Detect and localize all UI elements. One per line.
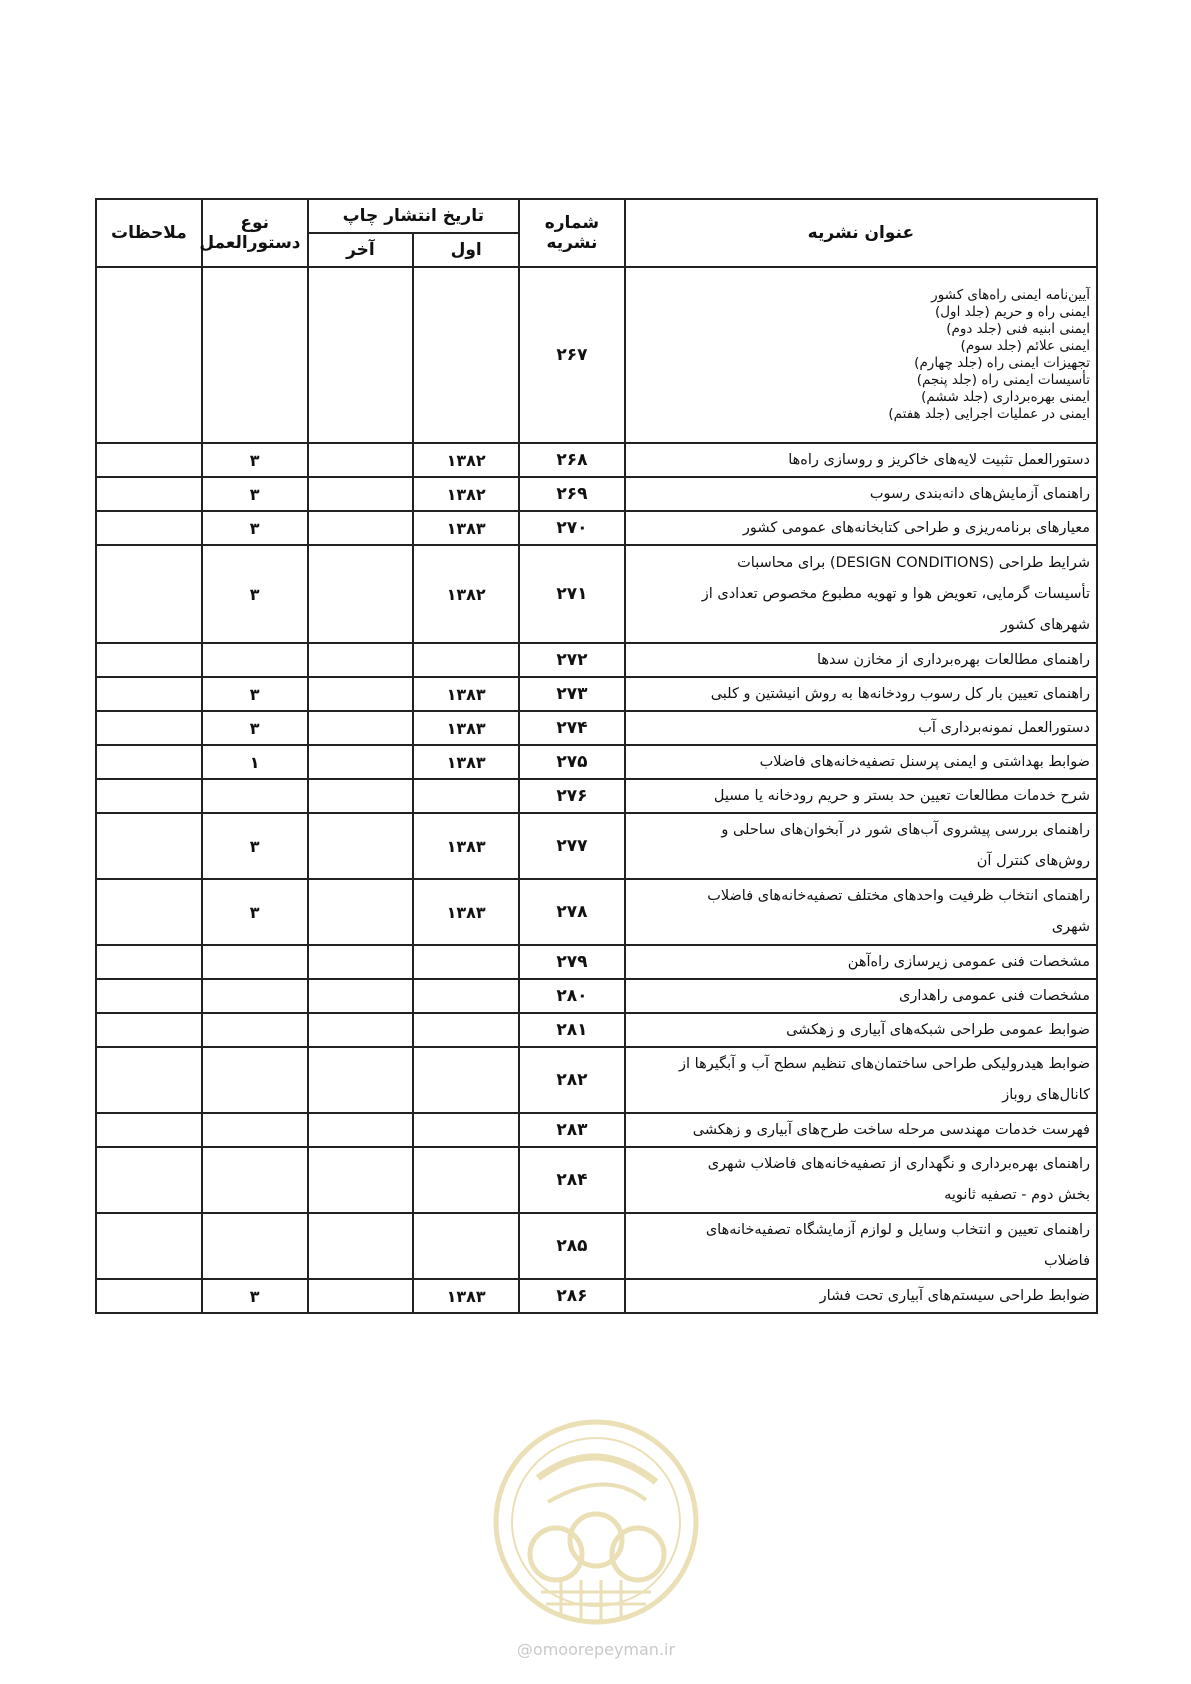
instruction-type: ۳ — [202, 677, 308, 711]
publication-number: ۲۷۳ — [519, 677, 625, 711]
last-print-year — [308, 745, 414, 779]
title-line: فاضلاب — [1044, 1253, 1090, 1269]
header-type-line2: دستورالعمل — [199, 233, 301, 253]
table-row — [96, 1213, 1097, 1279]
last-print-year — [308, 979, 414, 1013]
first-print-year — [413, 1147, 519, 1213]
publication-title — [625, 711, 1097, 745]
publication-title — [625, 643, 1097, 677]
title-line: معیارهای برنامه‌ریزی و طراحی کتابخانه‌های عمومی کشور — [742, 519, 1090, 536]
notes-cell — [96, 1213, 202, 1279]
publication-title — [625, 1279, 1097, 1313]
notes-cell — [96, 979, 202, 1013]
first-print-year: ۱۳۸۳ — [413, 813, 519, 879]
last-print-year — [308, 879, 414, 945]
first-print-year: ۱۳۸۳ — [413, 711, 519, 745]
notes-cell — [96, 745, 202, 779]
instruction-type: ۳ — [202, 545, 308, 643]
publication-title — [625, 1113, 1097, 1147]
publication-number: ۲۸۱ — [519, 1013, 625, 1047]
publication-number: ۲۸۶ — [519, 1279, 625, 1313]
publication-number: ۲۸۲ — [519, 1047, 625, 1113]
title-line: ایمنی علائم (جلد سوم) — [960, 338, 1090, 354]
title-line: ضوابط بهداشتی و ایمنی پرسنل تصفیه‌خانه‌های فاضلاب — [759, 753, 1090, 770]
instruction-type: ۳ — [202, 1279, 308, 1313]
publication-number: ۲۷۶ — [519, 779, 625, 813]
title-line: بخش دوم - تصفیه ثانویه — [944, 1187, 1090, 1203]
notes-cell — [96, 643, 202, 677]
instruction-type: ۳ — [202, 711, 308, 745]
publication-title — [625, 1047, 1097, 1113]
last-print-year — [308, 711, 414, 745]
publication-title — [625, 267, 1097, 443]
publication-number: ۲۸۰ — [519, 979, 625, 1013]
table-row — [96, 711, 1097, 745]
notes-cell — [96, 1047, 202, 1113]
instruction-type — [202, 1047, 308, 1113]
last-print-year — [308, 511, 414, 545]
title-line: شرح خدمات مطالعات تعیین حد بستر و حریم رودخانه یا مسیل — [713, 787, 1090, 804]
header-title: عنوان نشریه — [625, 199, 1097, 267]
table-row — [96, 677, 1097, 711]
publication-number: ۲۷۱ — [519, 545, 625, 643]
notes-cell — [96, 511, 202, 545]
title-line: فهرست خدمات مهندسی مرحله ساخت طرح‌های آبیاری و زهکشی — [692, 1121, 1090, 1138]
publication-number: ۲۷۹ — [519, 945, 625, 979]
title-line: راهنمای تعیین و انتخاب وسایل و لوازم آزمایشگاه تصفیه‌خانه‌های — [705, 1222, 1090, 1238]
first-print-year: ۱۳۸۳ — [413, 511, 519, 545]
publication-title — [625, 477, 1097, 511]
first-print-year — [413, 1013, 519, 1047]
title-line: ضوابط عمومی طراحی شبکه‌های آبیاری و زهکشی — [786, 1021, 1090, 1038]
publication-number: ۲۷۰ — [519, 511, 625, 545]
table-row — [96, 1013, 1097, 1047]
table-row — [96, 779, 1097, 813]
publication-title — [625, 677, 1097, 711]
publication-number: ۲۷۷ — [519, 813, 625, 879]
last-print-year — [308, 1147, 414, 1213]
watermark-logo — [486, 1412, 706, 1632]
last-print-year — [308, 545, 414, 643]
instruction-type: ۳ — [202, 443, 308, 477]
publication-number: ۲۶۹ — [519, 477, 625, 511]
header-number-line1: شماره — [544, 213, 600, 233]
notes-cell — [96, 1147, 202, 1213]
title-line: کانال‌های روباز — [1002, 1087, 1090, 1103]
title-line: راهنمای آزمایش‌های دانه‌بندی رسوب — [869, 485, 1090, 502]
watermark-site: @omoorepeyman.ir — [516, 1640, 676, 1659]
table-row — [96, 511, 1097, 545]
header-date-last: آخر — [308, 233, 414, 267]
notes-cell — [96, 267, 202, 443]
first-print-year — [413, 945, 519, 979]
last-print-year — [308, 267, 414, 443]
title-line: آیین‌نامه ایمنی راه‌های کشور — [931, 287, 1090, 303]
instruction-type: ۳ — [202, 879, 308, 945]
title-line: تجهیزات ایمنی راه (جلد چهارم) — [914, 355, 1090, 371]
instruction-type — [202, 1113, 308, 1147]
notes-cell — [96, 1013, 202, 1047]
notes-cell — [96, 945, 202, 979]
title-line: روش‌های کنترل آن — [976, 853, 1090, 869]
table-row — [96, 813, 1097, 879]
first-print-year: ۱۳۸۳ — [413, 879, 519, 945]
publication-number: ۲۶۷ — [519, 267, 625, 443]
last-print-year — [308, 945, 414, 979]
title-line: ایمنی راه و حریم (جلد اول) — [934, 304, 1090, 320]
publication-title — [625, 511, 1097, 545]
notes-cell — [96, 711, 202, 745]
publication-title — [625, 813, 1097, 879]
header-date-group: تاریخ انتشار چاپ — [308, 199, 520, 233]
instruction-type: ۳ — [202, 813, 308, 879]
first-print-year — [413, 1213, 519, 1279]
header-type-line1: نوع — [240, 213, 269, 233]
publication-title — [625, 1013, 1097, 1047]
publication-number: ۲۸۳ — [519, 1113, 625, 1147]
title-line: راهنمای انتخاب ظرفیت واحدهای مختلف تصفیه‌خانه‌های فاضلاب — [707, 888, 1090, 904]
table-body — [96, 267, 1097, 1313]
last-print-year — [308, 1213, 414, 1279]
instruction-type — [202, 979, 308, 1013]
first-print-year — [413, 779, 519, 813]
table-row — [96, 1279, 1097, 1313]
notes-cell — [96, 677, 202, 711]
table-row — [96, 745, 1097, 779]
title-line: مشخصات فنی عمومی راهداری — [899, 987, 1090, 1004]
first-print-year: ۱۳۸۲ — [413, 545, 519, 643]
table-row — [96, 879, 1097, 945]
first-print-year — [413, 979, 519, 1013]
publication-title — [625, 745, 1097, 779]
first-print-year: ۱۳۸۲ — [413, 443, 519, 477]
publication-title — [625, 545, 1097, 643]
title-line: راهنمای مطالعات بهره‌برداری از مخازن سدها — [816, 651, 1090, 668]
notes-cell — [96, 879, 202, 945]
title-line: ایمنی بهره‌برداری (جلد ششم) — [921, 389, 1090, 405]
publication-number: ۲۷۸ — [519, 879, 625, 945]
notes-cell — [96, 779, 202, 813]
first-print-year: ۱۳۸۲ — [413, 477, 519, 511]
title-line: راهنمای تعیین بار کل رسوب رودخانه‌ها به روش انیشتین و کلبی — [710, 685, 1090, 702]
header-notes: ملاحظات — [96, 199, 202, 267]
title-line: ضوابط هیدرولیکی طراحی ساختمان‌های تنظیم سطح آب و آبگیرها از — [679, 1056, 1090, 1072]
first-print-year: ۱۳۸۳ — [413, 677, 519, 711]
table-row — [96, 1147, 1097, 1213]
first-print-year — [413, 1113, 519, 1147]
title-line: راهنمای بررسی پیشروی آب‌های شور در آبخوان‌های ساحلی و — [721, 822, 1090, 838]
publication-title — [625, 1147, 1097, 1213]
title-line: شهری — [1051, 919, 1090, 935]
last-print-year — [308, 779, 414, 813]
table-row — [96, 477, 1097, 511]
header-date-first: اول — [413, 233, 519, 267]
title-line: دستورالعمل تثبیت لایه‌های خاکریز و روسازی راه‌ها — [788, 451, 1090, 468]
publication-number: ۲۷۲ — [519, 643, 625, 677]
last-print-year — [308, 477, 414, 511]
table-header — [96, 199, 1097, 267]
instruction-type — [202, 1147, 308, 1213]
last-print-year — [308, 1113, 414, 1147]
instruction-type — [202, 267, 308, 443]
last-print-year — [308, 1013, 414, 1047]
title-line: تأسیسات گرمایی، تعویض هوا و تهویه مطبوع مخصوص تعدادی از — [701, 585, 1090, 602]
header-number — [519, 199, 625, 267]
notes-cell — [96, 1113, 202, 1147]
notes-cell — [96, 545, 202, 643]
publication-title — [625, 443, 1097, 477]
table-row — [96, 267, 1097, 443]
publication-number: ۲۸۴ — [519, 1147, 625, 1213]
last-print-year — [308, 1279, 414, 1313]
publication-number: ۲۷۵ — [519, 745, 625, 779]
table-row — [96, 979, 1097, 1013]
table-row — [96, 1047, 1097, 1113]
first-print-year: ۱۳۸۳ — [413, 745, 519, 779]
first-print-year — [413, 643, 519, 677]
header-number-line2: نشریه — [546, 233, 598, 253]
header-type — [199, 199, 308, 267]
last-print-year — [308, 813, 414, 879]
notes-cell — [96, 443, 202, 477]
title-line: راهنمای بهره‌برداری و نگهداری از تصفیه‌خانه‌های فاضلاب شهری — [707, 1156, 1090, 1172]
publication-title — [625, 779, 1097, 813]
title-line: تأسیسات ایمنی راه (جلد پنجم) — [916, 372, 1090, 388]
title-line: ایمنی ابنیه فنی (جلد دوم) — [946, 321, 1090, 337]
last-print-year — [308, 443, 414, 477]
publication-title — [625, 945, 1097, 979]
first-print-year — [413, 267, 519, 443]
first-print-year — [413, 1047, 519, 1113]
first-print-year: ۱۳۸۳ — [413, 1279, 519, 1313]
table-row — [96, 443, 1097, 477]
notes-cell — [96, 477, 202, 511]
instruction-type — [202, 1213, 308, 1279]
publication-title — [625, 1213, 1097, 1279]
publication-number: ۲۷۴ — [519, 711, 625, 745]
instruction-type — [202, 643, 308, 677]
title-line: ضوابط طراحی سیستم‌های آبیاری تحت فشار — [819, 1287, 1090, 1304]
publication-number: ۲۸۵ — [519, 1213, 625, 1279]
publication-title — [625, 879, 1097, 945]
instruction-type: ۱ — [202, 745, 308, 779]
table-row — [96, 545, 1097, 643]
title-line: مشخصات فنی عمومی زیرسازی راه‌آهن — [847, 953, 1090, 970]
last-print-year — [308, 677, 414, 711]
last-print-year — [308, 643, 414, 677]
instruction-type: ۳ — [202, 511, 308, 545]
publication-number: ۲۶۸ — [519, 443, 625, 477]
instruction-type: ۳ — [202, 477, 308, 511]
publications-table — [95, 198, 1098, 1314]
instruction-type — [202, 945, 308, 979]
table-row — [96, 1113, 1097, 1147]
table-row — [96, 945, 1097, 979]
instruction-type — [202, 1013, 308, 1047]
instruction-type — [202, 779, 308, 813]
last-print-year — [308, 1047, 414, 1113]
title-line: دستورالعمل نمونه‌برداری آب — [918, 719, 1090, 736]
notes-cell — [96, 1279, 202, 1313]
title-line: شرایط طراحی (DESIGN CONDITIONS) برای محاسبات — [737, 554, 1090, 571]
title-line: ایمنی در عملیات اجرایی (جلد هفتم) — [888, 406, 1090, 422]
title-line: شهرهای کشور — [1000, 616, 1090, 633]
publication-title — [625, 979, 1097, 1013]
table-row — [96, 643, 1097, 677]
notes-cell — [96, 813, 202, 879]
